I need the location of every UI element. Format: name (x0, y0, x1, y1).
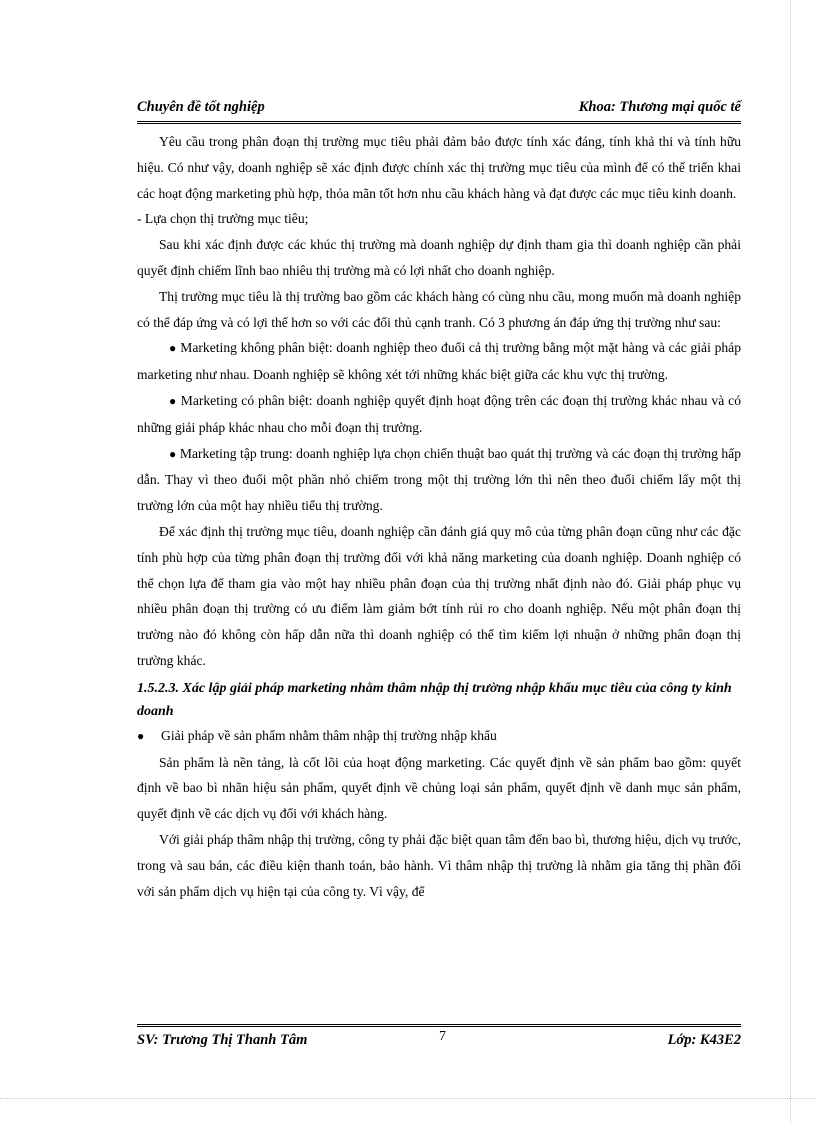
bullet-icon: ● (169, 446, 177, 461)
bullet-item (137, 723, 741, 750)
footer-class: Lớp: K43E2 (667, 1032, 741, 1048)
bullet-icon: ● (137, 728, 145, 743)
page-footer (137, 1024, 741, 1055)
bullet-text: Marketing tập trung: doanh nghiệp lựa chọn chiến thuật bao quát thị trường và các đoạn thị trường hấp dẫn. Thay vì theo đuổi một phần nhỏ chiếm trong một thị trường lớn thì nên theo đuổi chiếm lấy một thị trường lớn của một hay nhiều tiểu thị trường. (137, 445, 742, 514)
bullet-text: Marketing có phân biệt: doanh nghiệp quyết định hoạt động trên các đoạn thị trường khác nhau và có những giải pháp khác nhau cho mỗi đoạn thị trường. (137, 392, 741, 435)
paragraph: Sau khi xác định được các khúc thị trường mà doanh nghiệp dự định tham gia thì doanh nghiệp cần phải quyết định chiếm lĩnh bao nhiêu thị trường mà có lợi nhất cho doanh nghiệp. (137, 237, 741, 278)
paragraph: Để xác định thị trường mục tiêu, doanh nghiệp cần đánh giá quy mô của từng phân đoạn cũng như các đặc tính phù hợp của từng phân đoạn thị trường đối với khả năng marketing của doanh nghiệp. Doanh nghiệp có thể chọn lựa để tham gia vào một hay nhiều phân đoạn của thị trường nhất định nào đó. Giải pháp phục vụ nhiều phân đoạn thị trường có ưu điểm làm giảm bớt tính rủi ro cho doanh nghiệp. Nếu một phân đoạn thị trường nào đó không còn hấp dẫn nữa thì doanh nghiệp có thể tìm kiếm lợi nhuận ở những phân đoạn thị trường khác. (137, 523, 741, 668)
bullet-icon: ● (169, 393, 177, 408)
page-edge-bottom (0, 1098, 816, 1099)
paragraph: - Lựa chọn thị trường mục tiêu; (137, 211, 309, 227)
bullet-item (137, 335, 741, 388)
header-left: Chuyên đề tốt nghiệp (137, 99, 265, 115)
paragraph: Với giải pháp thâm nhập thị trường, công ty phải đặc biệt quan tâm đến bao bì, thương hiệu, dịch vụ trước, trong và sau bán, các điều kiện thanh toán, bảo hành. Vì thâm nhập thị trường là nhằm gia tăng thị phần đối với sản phẩm dịch vụ hiện tại của công ty. Vì vậy, để (137, 831, 741, 899)
section-heading: 1.5.2.3. Xác lập giải pháp marketing nhằm thâm nhập thị trường nhập khẩu mục tiêu của công ty kinh doanh (137, 680, 732, 719)
paragraph: Thị trường mục tiêu là thị trường bao gồm các khách hàng có cùng nhu cầu, mong muốn mà doanh nghiệp có thể đáp ứng và có lợi thế hơn so với các đối thủ cạnh tranh. Có 3 phương án đáp ứng thị trường như sau: (137, 288, 741, 330)
bullet-text: Marketing không phân biệt: doanh nghiệp theo đuổi cả thị trường bằng một mặt hàng và các giải pháp marketing như nhau. Doanh nghiệp sẽ không xét tới những khác biệt giữa các khu vực thị trường. (137, 340, 741, 383)
page-edge-right (790, 0, 791, 1123)
footer-student: SV: Trương Thị Thanh Tâm (137, 1032, 308, 1048)
paragraph: Yêu cầu trong phân đoạn thị trường mục tiêu phải đảm bảo được tính xác đáng, tính khả thi và tính hữu hiệu. Có như vậy, doanh nghiệp sẽ xác định được chính xác thị trường mục tiêu của mình để có thể triển khai các hoạt động marketing phù hợp, thỏa mãn tốt hơn nhu cầu khách hàng và đạt được các mục tiêu kinh doanh. (137, 134, 741, 201)
page-header (137, 97, 741, 124)
header-right: Khoa: Thương mại quốc tế (578, 99, 741, 115)
bullet-icon: ● (169, 341, 177, 356)
paragraph: Sản phẩm là nền tảng, là cốt lõi của hoạt động marketing. Các quyết định về sản phẩm bao gồm: quyết định về bao bì nhãn hiệu sản phẩm, quyết định về chủng loại sản phẩm, quyết định về danh mục sản phẩm, quyết định về các dịch vụ đối với khách hàng. (137, 754, 741, 822)
page-number: 7 (439, 1029, 446, 1044)
bullet-item (137, 441, 741, 519)
page-body (137, 129, 741, 904)
bullet-item (137, 388, 741, 441)
bullet-text: Giải pháp về sản phẩm nhằm thâm nhập thị trường nhập khẩu (161, 727, 497, 743)
